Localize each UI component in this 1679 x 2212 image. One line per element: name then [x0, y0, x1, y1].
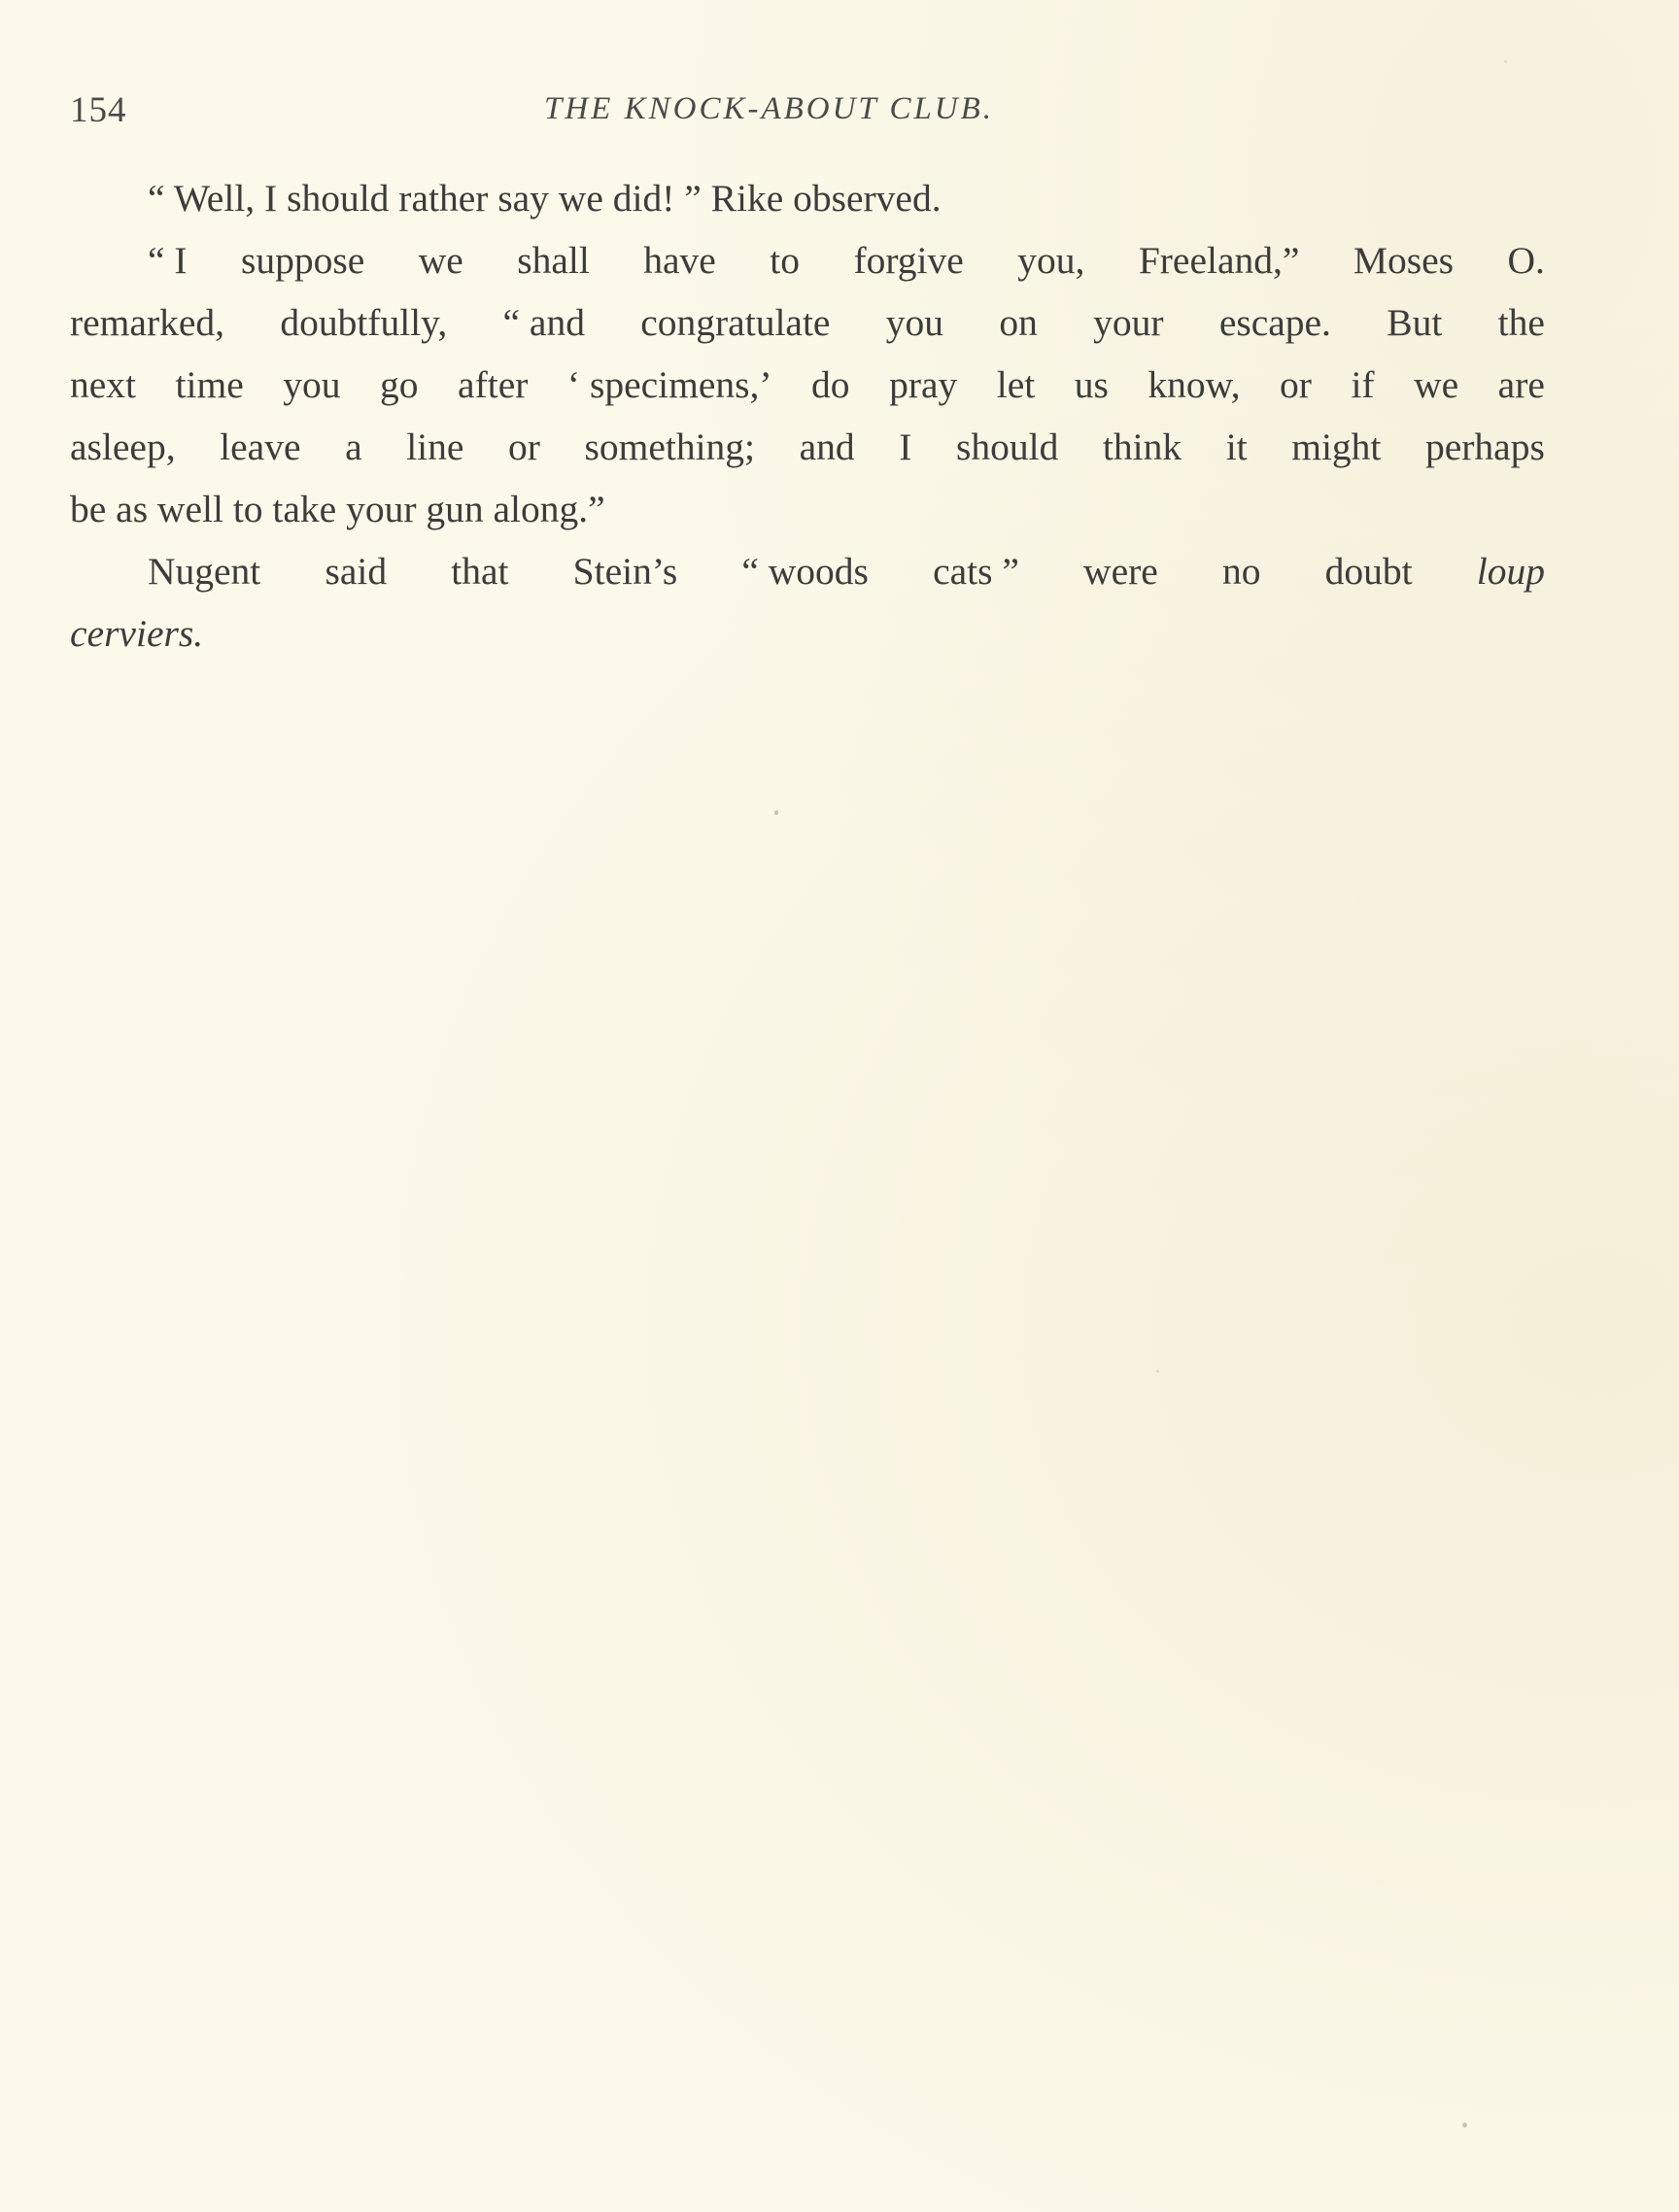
word: that	[451, 550, 509, 593]
word: pray	[889, 363, 958, 406]
word: it	[1225, 425, 1248, 468]
word: something;	[584, 425, 756, 468]
paragraph-2	[70, 229, 1545, 540]
word: suppose	[241, 239, 365, 282]
word: go	[380, 363, 419, 406]
paper-speck	[774, 810, 778, 815]
word: let	[996, 363, 1036, 406]
word: do	[811, 363, 850, 406]
running-head	[70, 89, 1542, 140]
italic-text-line: cerviers.	[70, 612, 204, 655]
word: you	[283, 363, 341, 406]
word: after	[458, 363, 529, 406]
word: asleep,	[70, 425, 176, 468]
word: leave	[220, 425, 301, 468]
book-title: THE KNOCK-ABOUT CLUB.	[544, 91, 995, 126]
word: cats ”	[933, 550, 1019, 593]
word: should	[955, 425, 1059, 468]
word: are	[1497, 363, 1545, 406]
word: But	[1387, 301, 1443, 344]
word: said	[325, 550, 388, 593]
word: might	[1291, 425, 1382, 468]
text-line	[70, 416, 1545, 478]
italic-word: loup	[1476, 550, 1545, 593]
word: think	[1102, 425, 1182, 468]
word: know,	[1148, 363, 1241, 406]
word: you	[885, 301, 944, 344]
word: doubt	[1324, 550, 1413, 593]
word: have	[643, 239, 716, 282]
word: Stein’s	[572, 550, 678, 593]
paper-speck	[1504, 60, 1507, 63]
text-line	[70, 229, 1545, 291]
text-line	[70, 354, 1545, 416]
word: and	[799, 425, 855, 468]
paragraph-3	[70, 540, 1545, 664]
word: forgive	[853, 239, 964, 282]
paragraph-1	[70, 167, 1545, 229]
text-line: be as well to take your gun along.”	[70, 488, 605, 530]
word: were	[1083, 550, 1158, 593]
text-line	[70, 291, 1545, 354]
word: remarked,	[70, 301, 225, 344]
word: if	[1351, 363, 1375, 406]
paper-speck	[1462, 2123, 1467, 2127]
page-number: 154	[70, 90, 127, 130]
word: “ woods	[741, 550, 869, 593]
word: or	[508, 425, 540, 468]
word: I	[899, 425, 912, 468]
word: you,	[1017, 239, 1085, 282]
word: on	[999, 301, 1038, 344]
word: time	[175, 363, 244, 406]
word: to	[770, 239, 801, 282]
word: shall	[517, 239, 590, 282]
word: “ and	[502, 301, 585, 344]
word: congratulate	[640, 301, 831, 344]
word: doubtfully,	[280, 301, 448, 344]
word: escape.	[1218, 301, 1331, 344]
text-line	[70, 540, 1545, 602]
word: “ I	[148, 239, 188, 282]
word: ‘ specimens,’	[566, 363, 772, 406]
word: no	[1221, 550, 1261, 593]
word: or	[1280, 363, 1312, 406]
paper-speck	[1156, 1370, 1159, 1373]
word: we	[1414, 363, 1459, 406]
word: line	[406, 425, 464, 468]
word: O.	[1507, 239, 1545, 282]
word: we	[418, 239, 463, 282]
word: your	[1093, 301, 1164, 344]
text-line: “ Well, I should rather say we did! ” Rike observed.	[148, 177, 942, 220]
word: a	[345, 425, 362, 468]
word: Moses	[1353, 239, 1455, 282]
word: us	[1074, 363, 1109, 406]
word: Freeland,”	[1138, 239, 1300, 282]
word: next	[70, 363, 137, 406]
word: perhaps	[1425, 425, 1545, 468]
word: the	[1497, 301, 1545, 344]
body-text	[70, 167, 1545, 664]
word: Nugent	[148, 550, 261, 593]
